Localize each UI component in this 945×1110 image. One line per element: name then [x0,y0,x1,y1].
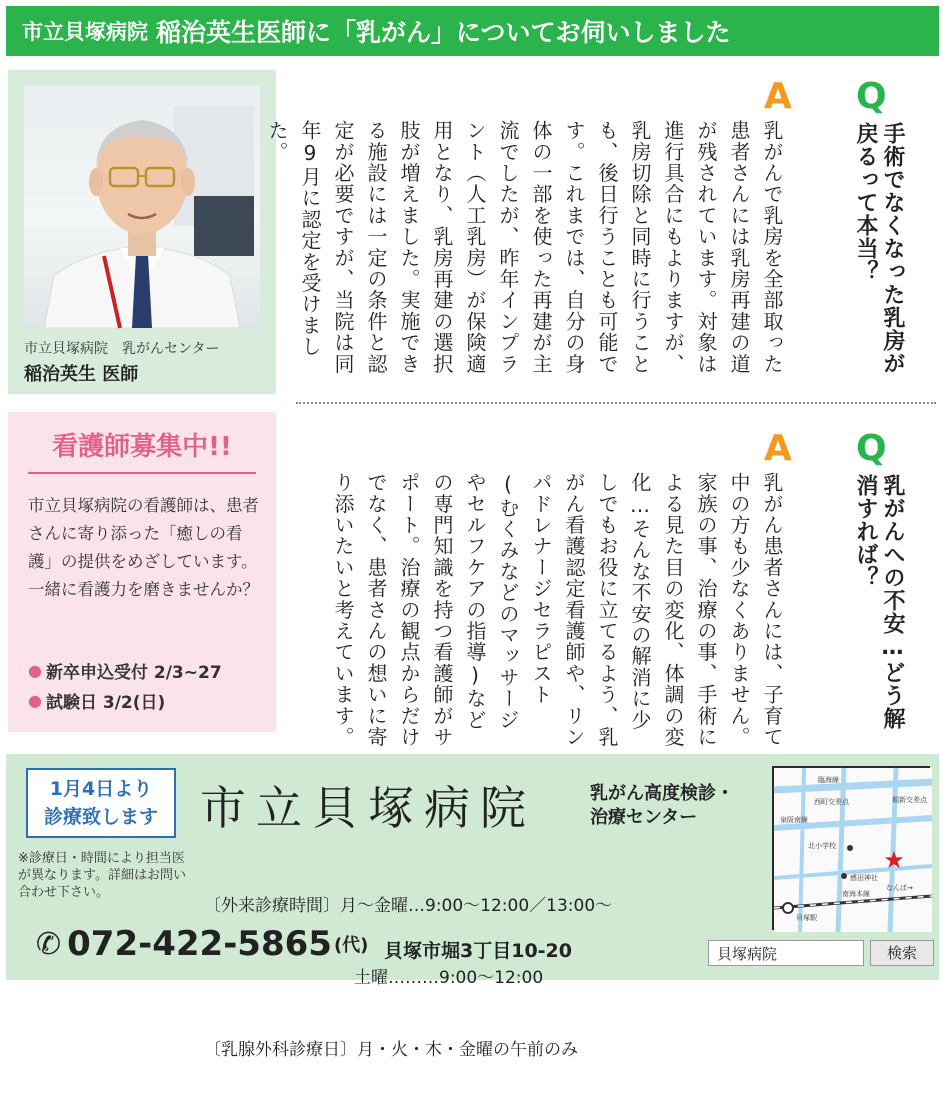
hospital-name: 市立貝塚病院 [200,781,536,835]
qa-divider [296,402,936,404]
recruit-divider [28,472,256,474]
phone-number[interactable] [36,924,368,964]
answer-2: 乳がん患者さんには、子育て中の方も少なくありません。家族の事、治療の事、手術による見た目の変化、体調の変化…そんな不安の解消に少しでもお役に立てるよう、乳がん看護認定看護師や、リンパドレナージセラピスト(むくみなどのマッサージやセルフケアの指導)などの専門知識を持つ看護師がサポート。治療の観点からだけでなく、患者さんの想いに寄り添いたいと考えています。 [331,472,784,748]
center-name-line: 乳がん高度検診・ [590,783,734,804]
map-label: 感田神社 [850,874,878,882]
map-label: 泉阪南線 [780,816,808,824]
phone-suffix: (代) [333,935,369,956]
map-label: 南海本線 [842,890,870,898]
map-label: 貝塚駅 [796,914,817,922]
hours-line: 〔外来診療時間〕月～金曜…9:00～12:00／13:00～ [204,896,613,916]
recruit-item-label: 新卒申込受付 2/3~27 [45,663,222,683]
recruit-item-exam [28,688,165,713]
notice-note: ※診療日・時間により担当医が異なります。詳細はお問い合わせ下さい。 [18,851,186,900]
doctor-panel [8,70,276,394]
answer-letter: A [764,428,792,469]
doctor-photo [24,86,260,328]
bullet-icon: ● [28,661,42,680]
header-title: 稲治英生医師に「乳がん」についてお伺いしました [156,18,731,47]
notice-line: 1月4日より [49,778,153,800]
bullet-icon: ● [28,691,42,710]
map-label: 北小学校 [808,842,836,850]
access-map [772,766,930,930]
search-input[interactable] [708,940,864,966]
doctor-name: 稲治英生 医師 [24,364,139,385]
clinic-hours [204,846,612,1110]
search-button[interactable]: 検索 [870,940,934,966]
phone-icon: ✆ [36,926,62,962]
answer-1: 乳がんで乳房を全部取った患者さんには乳房再建の道が残されています。対象は進行具合にもよりますが、乳房切除と同時に行うことも、後日行うことも可能です。これまでは、自分の身体の一部を使った再建が主流でしたが、昨年インプラント（人工乳房）が保険適用となり、乳房再建の選択肢が増えました。実施できる施設には一定の条件と認定が必要ですが、当院は同年9月に認定を受けました。 [265,120,784,375]
map-label: 臨海線 [818,776,839,784]
nurse-recruit-panel [8,412,276,732]
recruit-item-label: 試験日 3/2(日) [45,693,166,713]
question-letter: Q [856,76,887,117]
notice-badge [26,768,176,838]
address: 貝塚市堀3丁目10-20 [384,940,572,962]
question-letter: Q [856,428,887,469]
notice-line: 診療致します [43,806,158,828]
recruit-item-application [28,658,222,683]
page-header [6,6,939,56]
center-name [590,782,734,830]
hospital-star-icon: ★ [883,846,905,874]
recruit-title: 看護師募集中!! [52,432,232,462]
recruit-body: 市立貝塚病院の看護師は、患者さんに寄り添った「癒しの看護」の提供をめざしています。一緒に看護力を磨きませんか？ [28,496,259,599]
map-label: なんば→ [886,884,913,892]
map-drawing [774,768,932,932]
hours-line: 〔乳腺外科診療日〕月・火・木・金曜の午前のみ [204,1040,578,1060]
doctor-portrait-icon [24,86,260,328]
map-label: 西町交差点 [814,798,849,806]
phone-digits: 072-422-5865 [67,924,332,964]
answer-letter: A [764,76,792,117]
center-name-line: 治療センター [590,807,698,828]
doctor-affiliation: 市立貝塚病院 乳がんセンター [24,341,220,357]
map-label: 堀新交差点 [892,796,927,804]
header-hospital: 市立貝塚病院 [22,20,148,44]
question-1: 手術でなくなった乳房が戻るって本当？ [853,122,905,375]
hospital-info-footer [6,754,939,1060]
question-2: 乳がんへの不安…どう解消すれば？ [853,474,905,730]
hours-line: 土曜………9:00～12:00 [354,968,544,988]
